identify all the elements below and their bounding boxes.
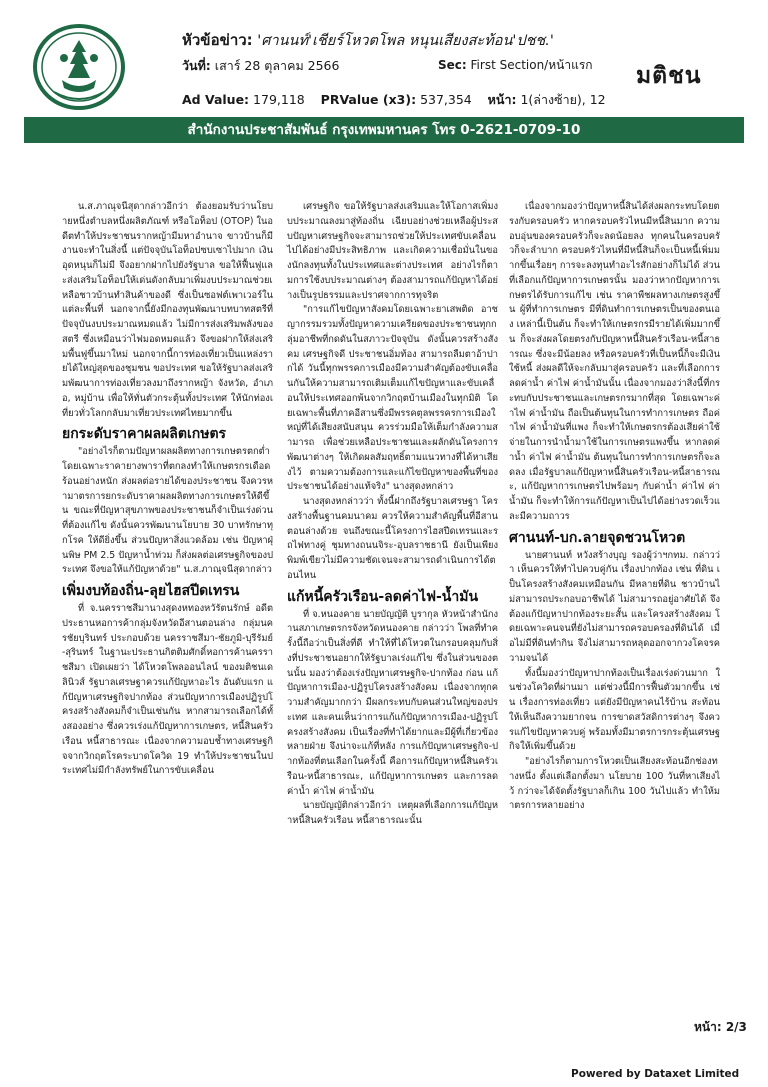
- article-paragraph: นายศานนท์ หวังสร้างบุญ รองผู้ว่าฯกทม. กล่าวว่า เห็นควรให้ทำไปควบคู่กัน เรื่องปากท้อง เช่น ที่ดิน เป็นโครงสร้างสังคมเหมือนกัน มีหลายที่ดิน ชาวบ้านไม่สามารถประกอบอาชีพได้ ไม่สามารถอยู่อาศัยได้ จึงต้องแก้ปัญหาปากท้องระยะสั้น และโครงสร้างสังคม โดยเฉพาะคนจนที่ยังไม่สามารถครอบครองที่ดินได้ เมื่อไม่มีที่ดินทำกิน จึงไม่สามารถหลุดออกจากวงโคจรความจนได้: [509, 549, 720, 664]
- ad-value: 179,118: [253, 92, 305, 107]
- headline-row: [182, 28, 554, 52]
- article-subheading: แก้หนี้ครัวเรือน-ลดค่าไฟ-น้ำมัน: [287, 588, 479, 605]
- article-paragraph: "อย่างไรก็ตามปัญหาผลผลิตทางการเกษตรตกต่ำ โดยเฉพาะราคายางพาราที่ตกลงทำให้เกษตรกรเดือดร้อนอย่างหนัก ส่งผลต่อรายได้ของประชาชน จึงควรหามาตรการยกระดับราคาผลผลิตทางการเกษตรให้ดีขึ้น ขณะที่ปัญหาสุขภาพของประชาชนก็จำเป็นเร่งด่วนที่ต้องแก้ไข ดังนั้นควรพัฒนานโยบาย 30 บาทรักษาทุกโรค ให้ดียิ่งขึ้น ส่วนปัญหาสิ่งแวดล้อม เช่น ปัญหาฝุ่นพิษ PM 2.5 ปัญหาน้ำท่วม ก็ส่งผลต่อเศรษฐกิจของประเทศ จึงขอให้แก้ปัญหาด้วย" น.ส.ภาณุจนีสุดากล่าว: [62, 446, 273, 576]
- bma-seal-logo: [24, 22, 134, 112]
- article-column-2: [287, 200, 498, 829]
- article-paragraph: "อย่างไรก็ตามการโหวตเป็นเสียงสะท้อนอีกช่องทางหนึ่ง ตั้งแต่เลือกตั้งมา นโยบาย 100 วันที่หาเสียงไว้ กว่าจะได้จัดตั้งรัฐบาลก็เกิน 100 วันไปแล้ว ทำให้มาตรการหลายอย่าง: [509, 756, 720, 812]
- article-paragraph: ที่ จ.นครราชสีมานางสุดงหทองหวัรัตนรักษ์ อดีตประธานหอการค้ากลุ่มจังหวัดอีสานตอนล่าง กลุ่มนครชัยบุรินทร์ ประกอบด้วย นครราชสีมา-ชัยภูมิ-บุรีรัมย์-สุรินทร์ ในฐานะประธานกิตติมศักดิ์หอการค้านครราชสีมา เปิดเผยว่า ได้โหวตโพลออนไลน์ ของมติชนเดลินิวส์ รัฐบาลเศรษฐาควรแก้ปัญหาอะไร อันดับแรก แก้ปัญหาเศรษฐกิจปากท้อง ส่วนปัญหาการเมืองปฏิรูปโครงสร้างสังคมก็จำเป็นเช่นกัน หากสามารถเลือกได้ทั้งสองอย่าง ซึ่งควรเร่งแก้ปัญหาการเกษตร, หนี้สินครัวเรือน หนี้สาธารณะ เนื่องจากความอบช้ำทางเศรษฐกิจจากวิกฤตโรคระบาดโควิด 19 ทำให้ประชาชนในประเทศไม่มีกำลังทรัพย์ในการขับเคลื่อน: [62, 603, 273, 777]
- headline-label: หัวข้อข่าว:: [182, 31, 253, 49]
- value-row: [182, 90, 606, 110]
- article-paragraph: นางสุดงหกล่าวว่า ทั้งนี้ฝากถึงรัฐบาลเศรษฐา โครงสร้างพื้นฐานคมนาคม ควรให้ความสำคัญพื้นที่อีสานตอนล่างด้วย จนถึงขณะนี้โครงการไฮสปีดเทรนและรถไฟทางคู่ ชุมทางถนนจิระ-อุบลราชธานี ยังเป็นเพียงพิมพ์เขียวไม่มีความชัดเจนจะสามารถดำเนินการได้ตอนไหน: [287, 496, 498, 581]
- pr-value: 537,354: [420, 92, 472, 107]
- date-value: เสาร์ 28 ตุลาคม 2566: [214, 58, 340, 73]
- article-paragraph: ทั้งนี้มองว่าปัญหาปากท้องเป็นเรื่องเร่งด่วนมาก ในช่วงโควิดที่ผ่านมา แต่ช่วงนี้มีการฟื้นตัวมากขึ้น เช่น เรื่องการท่องเที่ยว แต่ยังมีปัญหาคนไร้บ้าน สะท้อนให้เห็นถึงความยากจน การขาดสวัสดิการต่างๆ จึงควรแก้ไขปัญหาควบคู่ พร้อมทั้งมีมาตรการกระตุ้นเศรษฐกิจให้เพิ่มขึ้นด้วย: [509, 667, 720, 753]
- article-column-1: [62, 200, 273, 779]
- page-label: หน้า:: [487, 92, 517, 107]
- article-paragraph: เศรษฐกิจ ขอให้รัฐบาลส่งเสริมและให้โอกาสเพิ่มงบประมาณลงมาสู่ท้องถิ่น เฉียบอย่างช่วยเหลือผู้ประสบปัญหาเศรษฐกิจจะสามารถช่วยให้ประเทศขับเคลื่อนไปได้อย่างมีประสิทธิภาพ และเกิดความเชื่อมั่นในของนักลงทุนทั้งในประเทศและต่างประเทศ อย่างไรก็ตามการใช้งบประมาณต่างๆ ต้องสามารถแก้ปัญหาได้อย่างเป็นรูปธรรมและปราศจากการทุจริต: [287, 201, 498, 301]
- article-subheading: ศานนท์-บก.ลายจุดชวนโหวต: [509, 529, 686, 546]
- date-label: วันที่:: [182, 58, 211, 73]
- headline: 'ศานนท์'เชียร์โหวตโพล หนุนเสียงสะท้อน'ปชช.': [257, 33, 554, 49]
- article-subheading: ยกระดับราคาผลผลิตเกษตร: [62, 426, 227, 443]
- page-number: หน้า: 2/3: [694, 1020, 747, 1034]
- article-paragraph: นายบัญญัติกล่าวอีกว่า เหตุผลที่เลือกการแก้ปัญหาหนี้สินครัวเรือน หนี้สาธารณะนั้น: [287, 800, 498, 826]
- article-paragraph: เนื่องจากมองว่าปัญหาหนี้สินได้ส่งผลกระทบโดยตรงกับครอบครัว หากครอบครัวไหนมีหนี้สินมาก ความอบอุ่นของครอบครัวก็จะลดน้อยลง ทุกคนในครอบครัวก็จะลำบาก ครอบครัวไหนที่มีหนี้สินก็จะเป็นหนี้เพิ่มมากขึ้นเรื่อยๆ การจะลงทุนทำอะไรสักอย่างก็ไม่ได้ ส่วนที่เลือกแก้ปัญหาการเกษตรนั้น มองว่าหากปัญหาการเกษตรได้รับการแก้ไข เช่น ราคาพืชผลทางเกษตรสูงขึ้น ผู้ที่ทำการเกษตร มีที่ดินทำการเกษตรเป็นของตนเอง เหล่านี้เป็นต้น ก็จะทำให้เกษตรกรมีรายได้เพิ่มมากขึ้น ก็จะส่งผลโดยตรงกับปัญหาหนี้สินครัวเรือน-หนี้สาธารณะ ซึ่งจะมีน้อยลง หรือครอบครัวที่เป็นหนี้ก็จะมีเงินใช้หนี้ ส่งผลดีให้จะกลับมาสู่ครอบครัว และที่เลือกการลดค่าน้ำ ค่าไฟ ค่าน้ำมันนั้น เนื่องจากมองว่าสิ่งนี้ที่กระทบกับประชาชนและเกษตรกรมากที่สุด โดยเฉพาะค่าไฟ ค่าน้ำมัน ถือเป็นต้นทุนในการทำการเกษตร ถือค่าไฟ ค่าน้ำมันที่แพง ก็จะทำให้เกษตรกรต้องเสียค่าใช้จ่ายในการนำน้ำมาใช้ในการเกษตรแพงขึ้น หากลดค่าน้ำ ค่าไฟ ค่าน้ำมัน ต้นทุนในการทำการเกษตรก็จะลดลง เมื่อรัฐบาลแก้ปัญหาหนี้สินครัวเรือน-หนี้สาธารณะ, แก้ปัญหาการเกษตรไปพร้อมๆ กับค่าน้ำ ค่าไฟ ค่าน้ำมัน ก็จะทำให้การแก้ปัญหาเป็นไปได้อย่างรวดเร็วและมีความถาวร: [509, 201, 720, 522]
- section-value: First Section/หน้าแรก: [470, 58, 593, 72]
- section-label: Sec:: [438, 58, 467, 72]
- ad-value-label: Ad Value:: [182, 92, 250, 107]
- page-value: 1(ล่างซ้าย), 12: [520, 92, 606, 107]
- section-row: [438, 56, 593, 75]
- article-column-3: [509, 200, 720, 814]
- newspaper-name: มติชน: [636, 63, 702, 89]
- pr-value-label: PRValue (x3):: [320, 92, 417, 107]
- article-paragraph: "การแก้ไขปัญหาสังคมโดยเฉพาะยาเสพติด อาชญากรรมรวมทั้งปัญหาความเครียดของประชาชนทุกกลุ่มอาชีพที่กดดันในสภาวะปัจจุบัน ดังนั้นควรสร้างสังคม เศรษฐกิจดี ประชาชนอิ่มท้อง สามารถลืมตาอ้าปากได้ วันนี้ทุกพรรคการเมืองมีความสำคัญต้องขับเคลื่อนกันให้ความสามารถเติมเต็มแก้ไขปัญหาและขับเคลื่อนให้ประเทศออกพ้นจากวิกฤตบ้านเมืองในทุกมิติ โดยเฉพาะพื้นที่ภาคอีสานซึ่งมีพรรคตุลพรรครการเมืองใหญ่ที่ได้เสียงสนับสนุน ควรร่วมมือให้เต็มกำลังความสามารถ เพื่อช่วยเหลือประชาชนและผลักดันโครงการพัฒนาต่างๆ ให้เกิดผลสัมฤทธิ์ตามแนวทางที่ได้หาเสียงไว้ ตามความต้องการและแก้ไขปัญหาของพื้นที่ของประชาชนได้อย่างแท้จริง" นางสุดงหกล่าว: [287, 304, 498, 493]
- powered-by-footer: Powered by Dataxet Limited: [571, 1068, 740, 1080]
- article-paragraph: ที่ จ.หนองคาย นายบัญญัติ บูรากุล หัวหน้าสำนักงานสภาเกษตรกรจังหวัดหนองคาย กล่าวว่า โพลที่ทำครั้งนี้ถือว่าเป็นสิ่งที่ดี ทำให้ที่ได้โหวตในกรอบคลุมกับสิ่งที่ประชาชนอยากให้รัฐบาลเร่งแก้ไข ซึ่งในส่วนของตนนั้น มองว่าต้องเร่งปัญหาเศรษฐกิจ-ปากท้อง ก่อน แก้ปัญหาการเมือง-ปฏิรูปโครงสร้างสังคม เนื่องจากทุกความสำคัญมากกว่า มีผลกระทบกับคนส่วนใหญ่ของประเทศ และคนเห็นว่าการแก้แก้ปัญหาการเมือง-ปฏิรูปโครงสร้างสังคม เป็นเรื่องที่ทำได้ยากและมีผู้ที่เกี่ยวข้องหลายฝ่าย จึงน่าจะแก้ที่หลัง การแก้ปัญหาเศรษฐกิจ-ปากท้องที่ตนเลือกในครั้งนี้ คือการแก้ปัญหาหนี้สินครัวเรือน-หนี้สาธารณะ, แก้ปัญหาการเกษตร และการลดค่าน้ำ ค่าไฟ ค่าน้ำมัน: [287, 608, 498, 797]
- contact-banner: สำนักงานประชาสัมพันธ์ กรุงเทพมหานคร โทร 0-2621-0709-10: [24, 117, 744, 143]
- article-paragraph: น.ส.ภาณุจนีสุดากล่าวอีกว่า ต้องยอมรับว่านโยบายหนึ่งตำบลหนึ่งผลิตภัณฑ์ หรือโอท็อป (OTOP) ในอดีตทำให้ประชาชนรากหญ้ามีมหาอำนาจ ขาวบ้านก็มีงานจะทำในสิ่งนี้ แต่ปัจจุบันโอท็อปซบเซาไปมาก เงินอุดหนุนก็ไม่มี จึงอยากฝากไปยังรัฐบาล ขอให้ฟื้นฟูและส่งเสริมโอท็อปให้เด่นดังกลับมาเพิ่มงบประมาณช่วยเหลือชาวบ้านทำสินค้าของดี ซึ่งเป็นซอฟต์เพาเวอร์ในแต่ละพื้นที่ นอกจากนี้ยังมีกองทุนพัฒนาบทบาทสตรีที่ปัจจุบันงบประมาณหมดแล้ว ไม่มีการส่งเสริมพลังของสตรี ซึ่งเหมือนว่าไฟมอดหมดแล้ว จึงขอฝากให้ส่งเสริมพื้นฟูขึ้นมาใหม่ นอกจากนี้การท่องเที่ยวเป็นแหล่งรายได้ใหญ่สุดของชุมชน ขอประเทศ ขอให้รัฐบาลส่งเสริมพัฒนาการท่องเที่ยวลงมาถึงรากหญ้า จังหวัด, อำเภอ, หมู่บ้าน เพื่อให้ทั่นตัวกระตุ้นทั้งประเทศ ให้นักท่องเที่ยวทั่วโลกกลับมาเที่ยวประเทศไทยมากขึ้น: [62, 201, 273, 419]
- article-subheading: เพิ่มงบท้องถิ่น-ลุยไฮสปีดเทรน: [62, 583, 240, 599]
- date-row: [182, 56, 339, 76]
